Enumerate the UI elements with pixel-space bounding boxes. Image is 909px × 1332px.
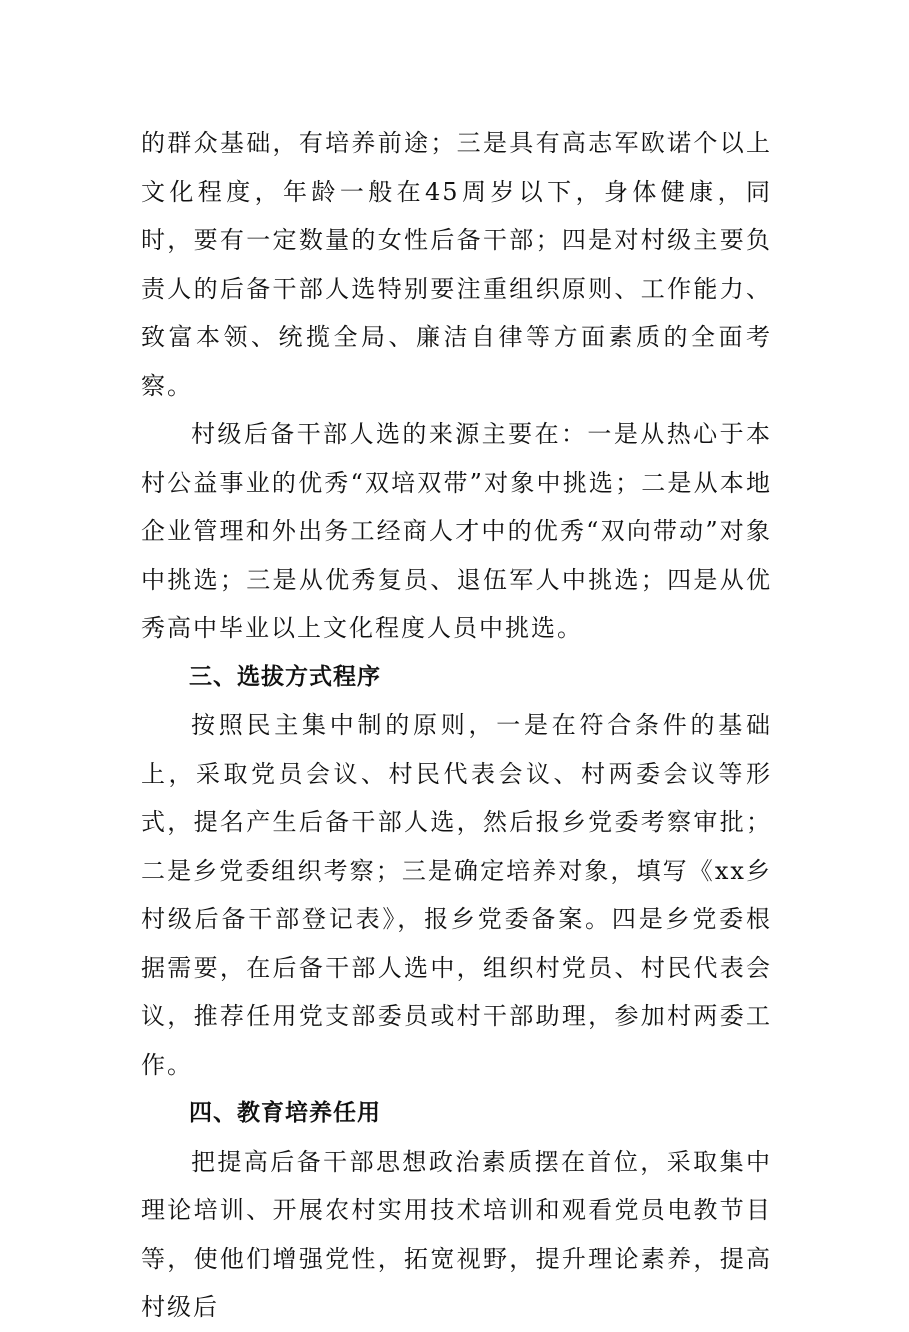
paragraph-candidate-criteria: 的群众基础，有培养前途；三是具有高志军欧诺个以上文化程度，年龄一般在45周岁以下，身体健康，同时，要有一定数量的女性后备干部；四是对村级主要负责人的后备干部人选特别要注重组织原则、工作能力、致富本领、统揽全局、廉洁自律等方面素质的全面考察。	[141, 129, 772, 400]
paragraph-selection-procedure: 按照民主集中制的原则，一是在符合条件的基础上，采取党员会议、村民代表会议、村两委会议等形式，提名产生后备干部人选，然后报乡党委考察审批；二是乡党委组织考察；三是确定培养对象，填写《xx乡村级后备干部登记表》，报乡党委备案。四是乡党委根据需要，在后备干部人选中，组织村党员、村民代表会议，推荐任用党支部委员或村干部助理，参加村两委工作。	[141, 711, 772, 1079]
section-heading-education-training: 四、教育培养任用	[189, 1100, 381, 1126]
paragraph-education-training: 把提高后备干部思想政治素质摆在首位，采取集中理论培训、开展农村实用技术培训和观看党员电教节目等，使他们增强党性，拓宽视野，提升理论素养，提高村级后	[141, 1147, 772, 1321]
section-heading-selection-procedure: 三、选拔方式程序	[189, 663, 381, 690]
document-body	[141, 119, 772, 1332]
paragraph-candidate-sources: 村级后备干部人选的来源主要在：一是从热心于本村公益事业的优秀“双培双带”对象中挑选；二是从本地企业管理和外出务工经商人才中的优秀“双向带动”对象中挑选；三是从优秀复员、退伍军人中挑选；四是从优秀高中毕业以上文化程度人员中挑选。	[141, 420, 772, 642]
